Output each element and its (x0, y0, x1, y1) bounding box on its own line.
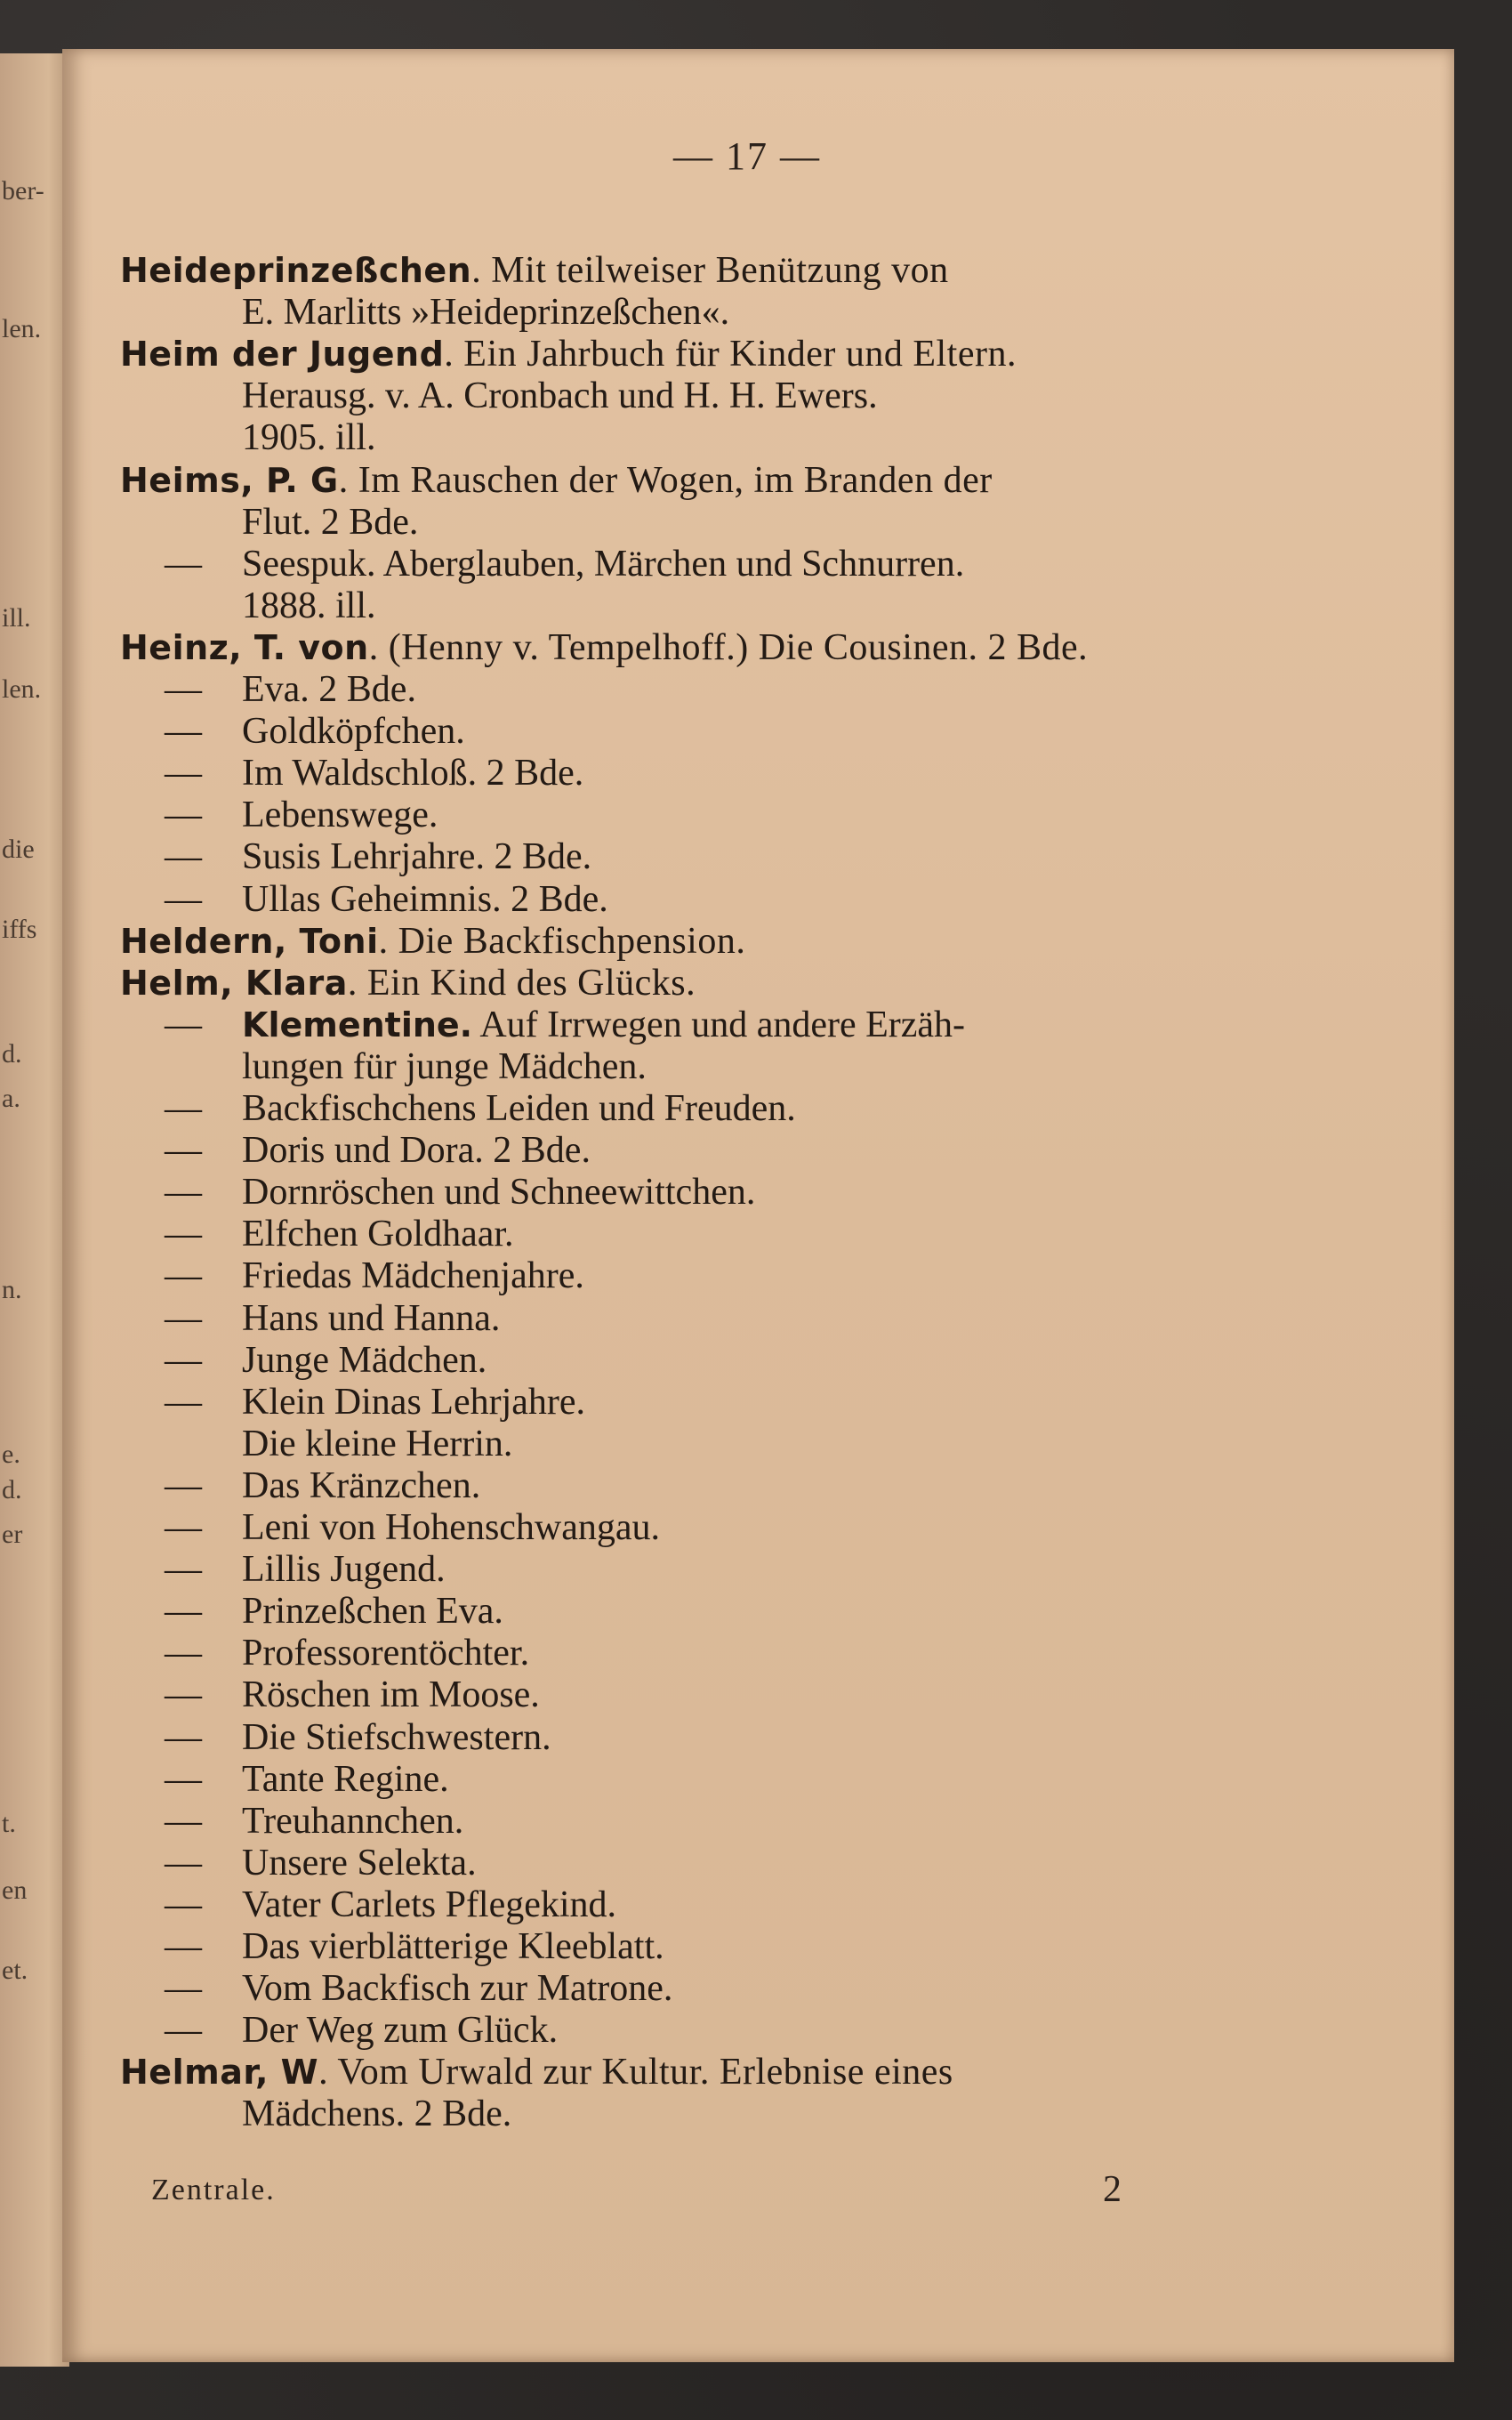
ditto-dash: — (165, 2010, 202, 2051)
ditto-dash: — (165, 1382, 202, 1423)
ditto-dash: — (165, 836, 202, 877)
ditto-dash: — (165, 544, 202, 585)
entry-text (242, 1967, 672, 2010)
previous-page-fragment: ill. (2, 603, 31, 633)
entry-heading (120, 333, 1017, 375)
entry-description: Vater Carlets Pflegekind. (242, 1884, 617, 1925)
entry-heading (120, 2051, 953, 2093)
entry-text (242, 1297, 500, 1340)
entry-description: Tante Regine. (242, 1759, 449, 1800)
entry-description: Die Stiefschwestern. (242, 1717, 551, 1758)
entry-description: Flut. 2 Bde. (242, 502, 419, 543)
entry-description: Eva. 2 Bde. (242, 669, 416, 710)
entry-author: Helmar, W (120, 2053, 319, 2092)
entry-text: . Ein Kind des Glücks. (347, 963, 696, 1004)
entry-description: Lillis Jugend. (242, 1549, 446, 1590)
ditto-dash: — (165, 1884, 202, 1925)
entry-text (242, 1339, 487, 1382)
entry-author: Heims, P. G (120, 461, 339, 500)
entry-text (242, 1506, 660, 1549)
entry-description: Die kleine Herrin. (242, 1424, 513, 1464)
entry-text (242, 375, 878, 417)
entry-description: Elfchen Goldhaar. (242, 1214, 514, 1254)
entry-description: Backfischchens Leiden und Freuden. (242, 1088, 796, 1129)
ditto-dash: — (165, 1507, 202, 1548)
ditto-dash: — (165, 1088, 202, 1129)
entry-heading (120, 249, 949, 292)
entry-description: Der Weg zum Glück. (242, 2010, 559, 2051)
entry-text (242, 1548, 446, 1591)
entry-text (242, 1129, 591, 1172)
entry-author: Helm, Klara (120, 964, 348, 1003)
entry-author: Heim der Jugend (120, 335, 445, 374)
entry-description: Unsere Selekta. (242, 1843, 477, 1884)
entry-text (242, 668, 416, 711)
entry-heading (120, 962, 696, 1004)
entry-heading (120, 920, 745, 963)
ditto-dash: — (165, 795, 202, 835)
entry-text: . Im Rauschen der Wogen, im Branden der (338, 460, 993, 501)
entry-description: Röschen im Moose. (242, 1674, 540, 1715)
entry-text (242, 291, 729, 334)
catalog-entries (62, 49, 1454, 2362)
entry-text: . Ein Jahrbuch für Kinder und Eltern. (444, 334, 1017, 375)
footer-sheet-number: 2 (1103, 2169, 1122, 2210)
entry-heading (120, 626, 1088, 669)
previous-page-fragment: die (2, 835, 35, 864)
entry-text (242, 794, 438, 836)
ditto-dash: — (165, 1674, 202, 1715)
entry-description: Goldköpfchen. (242, 711, 465, 752)
entry-description: E. Marlitts »Heideprinzeßchen«. (242, 292, 730, 333)
ditto-dash: — (165, 879, 202, 920)
entry-text (242, 1674, 540, 1716)
ditto-dash: — (165, 753, 202, 794)
entry-description: Das Kränzchen. (242, 1465, 481, 1506)
entry-author: Heinz, T. von (120, 628, 369, 667)
entry-text (242, 1171, 755, 1214)
entry-description: Doris und Dora. 2 Bde. (242, 1130, 591, 1171)
ditto-dash: — (165, 1214, 202, 1254)
entry-description: Hans und Hanna. (242, 1298, 501, 1339)
ditto-dash: — (165, 711, 202, 752)
entry-text (242, 1381, 585, 1424)
entry-description: Herausg. v. A. Cronbach und H. H. Ewers. (242, 375, 878, 416)
previous-page-fragment: e. (2, 1440, 20, 1469)
ditto-dash: — (165, 1549, 202, 1590)
entry-text (242, 1842, 477, 1884)
ditto-dash: — (165, 1130, 202, 1171)
entry-text (242, 752, 583, 795)
entry-description: lungen für junge Mädchen. (242, 1046, 647, 1087)
entry-description: Seespuk. Aberglauben, Märchen und Schnurren. (242, 544, 965, 585)
entry-description: Vom Backfisch zur Matrone. (242, 1968, 673, 2009)
entry-description: Professorentöchter. (242, 1633, 530, 1674)
entry-description: Im Waldschloß. 2 Bde. (242, 753, 584, 794)
entry-description: 1905. ill. (242, 417, 376, 458)
previous-page-fragment: t. (2, 1809, 16, 1838)
ditto-dash: — (165, 1255, 202, 1296)
page-number: — 17 — (673, 134, 821, 178)
entry-text (242, 543, 964, 585)
entry-description: Susis Lehrjahre. 2 Bde. (242, 836, 592, 877)
entry-title: Klementine. (242, 1005, 473, 1045)
ditto-dash: — (165, 1717, 202, 1758)
entry-description: Mädchens. 2 Bde. (242, 2093, 512, 2134)
ditto-dash: — (165, 1801, 202, 1842)
ditto-dash: — (165, 1926, 202, 1967)
ditto-dash: — (165, 1843, 202, 1884)
entry-text: . Mit teilweiser Benützung von (471, 250, 949, 291)
entry-author: Heldern, Toni (120, 922, 379, 961)
entry-description: Das vierblätterige Kleeblatt. (242, 1926, 664, 1967)
previous-page-fragment: len. (2, 674, 42, 704)
entry-text (242, 1884, 616, 1926)
entry-description: Treuhannchen. (242, 1801, 464, 1842)
previous-page-fragment: er (2, 1520, 23, 1549)
entry-text (242, 2093, 511, 2135)
entry-text (242, 1800, 463, 1843)
ditto-dash: — (165, 1172, 202, 1213)
entry-text: . (Henny v. Tempelhoff.) Die Cousinen. 2 Bde. (368, 627, 1089, 668)
entry-text (242, 1925, 664, 1968)
entry-description: Auf Irrwegen und andere Erzäh- (479, 1004, 966, 1045)
previous-page-fragment: n. (2, 1275, 22, 1304)
book-page (62, 49, 1454, 2362)
footer-signature: Zentrale. (151, 2174, 276, 2206)
entry-text (242, 1464, 480, 1507)
entry-text (242, 1423, 512, 1465)
entry-description: Klein Dinas Lehrjahre. (242, 1382, 586, 1423)
previous-page-fragment: et. (2, 1956, 28, 1985)
entry-description: 1888. ill. (242, 585, 376, 626)
entry-text (242, 501, 418, 544)
entry-text (242, 1087, 796, 1130)
entry-text (242, 1590, 503, 1633)
ditto-dash: — (165, 669, 202, 710)
entry-description: Ullas Geheimnis. 2 Bde. (242, 879, 608, 920)
entry-description: Friedas Mädchenjahre. (242, 1255, 584, 1296)
entry-description: Junge Mädchen. (242, 1340, 487, 1381)
entry-description: Lebenswege. (242, 795, 438, 835)
ditto-dash: — (165, 1004, 202, 1045)
entry-description: Dornröschen und Schneewittchen. (242, 1172, 756, 1213)
entry-text (242, 710, 465, 753)
entry-description: Prinzeßchen Eva. (242, 1591, 503, 1632)
ditto-dash: — (165, 1591, 202, 1632)
entry-text (242, 1716, 551, 1759)
entry-text: . Vom Urwald zur Kultur. Erlebnise eines (318, 2052, 953, 2093)
entry-heading (120, 459, 993, 502)
ditto-dash: — (165, 1968, 202, 2009)
ditto-dash: — (165, 1298, 202, 1339)
entry-text (242, 1254, 584, 1297)
previous-page-fragment: ber- (2, 176, 44, 206)
previous-page-fragment: d. (2, 1475, 22, 1504)
entry-text (242, 416, 376, 459)
entry-text (242, 585, 376, 627)
entry-text (242, 1213, 514, 1255)
previous-page-fragment: a. (2, 1084, 20, 1113)
entry-text (242, 1004, 965, 1046)
entry-text (242, 835, 591, 878)
entry-description: Leni von Hohenschwangau. (242, 1507, 661, 1548)
previous-page-fragment: len. (2, 314, 42, 343)
previous-page-fragment: iffs (2, 915, 37, 944)
entry-text (242, 878, 608, 921)
previous-page-fragment: en (2, 1876, 28, 1905)
entry-text (242, 1045, 647, 1088)
entry-text: . Die Backfischpension. (378, 921, 746, 962)
ditto-dash: — (165, 1465, 202, 1506)
entry-text (242, 2009, 558, 2052)
ditto-dash: — (165, 1759, 202, 1800)
entry-text (242, 1758, 449, 1801)
previous-page-fragment: d. (2, 1039, 22, 1069)
ditto-dash: — (165, 1340, 202, 1381)
entry-text (242, 1632, 529, 1674)
ditto-dash: — (165, 1633, 202, 1674)
entry-author: Heideprinzeßchen (120, 251, 472, 290)
previous-page-edge (0, 53, 69, 2367)
